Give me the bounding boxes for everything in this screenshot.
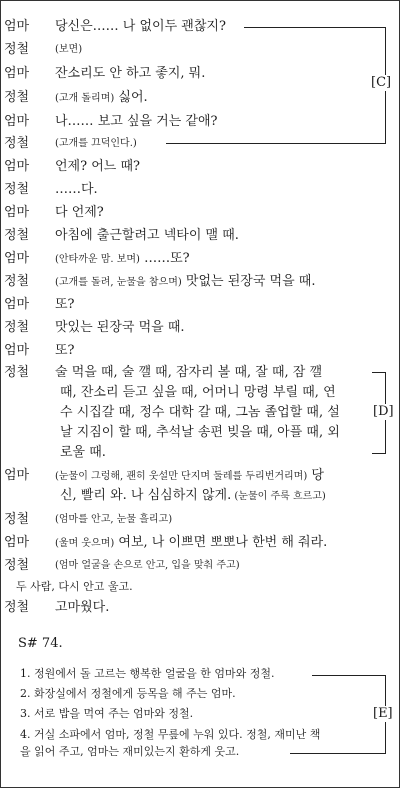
dialogue-line (0, 295, 400, 315)
stage-direction: (울며 웃으며) (55, 538, 115, 549)
line-text: 나…… 보고 싶을 거는 같애? (55, 114, 218, 129)
line-text: 술 먹을 때, 술 깰 때, 잠자리 볼 때, 잘 때, 잠 깰 (55, 365, 323, 380)
stage-direction: (엄마를 안고, 눈물 흘리고) (55, 514, 173, 525)
bracket-c-top (244, 27, 386, 28)
dialogue-line (0, 180, 400, 200)
speaker: 정철 (4, 365, 30, 380)
speaker: 엄마 (4, 535, 30, 550)
dialogue-line (0, 466, 400, 486)
speaker: 정철 (4, 90, 30, 105)
action-text: 두 사람, 다시 안고 울고. (16, 580, 133, 593)
speaker: 엄마 (4, 66, 30, 81)
scene-item: 을 읽어 주고, 엄마는 재미있는지 환하게 웃고. (20, 745, 240, 758)
line-text: 또? (55, 297, 75, 312)
line-text: 언제? 어느 때? (55, 159, 140, 174)
speaker: 엄마 (4, 19, 30, 34)
scene-heading: S# 74. (18, 636, 63, 651)
line-text: 로울 때. (60, 445, 106, 460)
dialogue-line (0, 556, 400, 576)
line-text: 날 지짐이 할 때, 추석날 송편 빚을 때, 아플 때, 외 (60, 425, 340, 440)
speaker: 엄마 (4, 159, 30, 174)
dialogue-line (0, 510, 400, 530)
line-text: 맛있는 된장국 먹을 때. (55, 320, 185, 335)
speaker: 정철 (4, 512, 30, 527)
line-text: 당 (307, 468, 324, 483)
dialogue-line (0, 112, 400, 132)
line-text: 수 시집갈 때, 정수 대학 갈 때, 그놈 졸업할 때, 설 (60, 405, 340, 420)
bracket-d-top (372, 372, 386, 373)
line-text: 때, 잔소리 듣고 싶을 때, 어머니 망령 부릴 때, 연 (60, 385, 336, 400)
speaker: 엄마 (4, 468, 30, 483)
scene-item: 4. 거실 소파에서 엄마, 정철 무릎에 누워 있다. 정철, 재미난 책 (20, 728, 321, 741)
dialogue-line (0, 203, 400, 223)
line-text: 아침에 출근할려고 넥타이 맬 때. (55, 228, 239, 243)
bracket-c-label: [C] (371, 75, 392, 90)
speaker: 정철 (4, 136, 30, 151)
line-text: ……또? (139, 251, 190, 266)
bracket-e-label: [E] (373, 706, 393, 721)
stage-direction: (고개 돌리며) (55, 93, 115, 104)
dialogue-line (0, 64, 400, 84)
speaker: 정철 (4, 42, 30, 57)
bracket-c-bottom (166, 143, 386, 144)
line-text: 신, 빨리 와. 나 심심하지 않게. (60, 488, 232, 503)
line-text: 잔소리도 안 하고 좋지, 뭐. (55, 66, 206, 81)
stage-direction: (고개를 돌려, 눈물을 참으며) (55, 277, 182, 288)
speaker: 엄마 (4, 343, 30, 358)
bracket-d-bottom (372, 453, 386, 454)
speaker: 정철 (4, 558, 30, 573)
line-text: 또? (55, 343, 75, 358)
line-text: 당신은…… 나 없이두 괜찮지? (55, 19, 226, 34)
line-text: 싫어. (114, 90, 148, 105)
dialogue-line (0, 226, 400, 246)
line-text: 맛없는 된장국 먹을 때. (181, 274, 316, 289)
dialogue-line (0, 157, 400, 177)
dialogue-line (0, 341, 400, 361)
dialogue-line (0, 363, 400, 383)
line-text: 여보, 나 이쁘면 뽀뽀나 한번 해 줘라. (114, 535, 328, 550)
dialogue-continuation (0, 403, 400, 423)
speaker: 엄마 (4, 251, 30, 266)
dialogue-line (0, 272, 400, 292)
speaker: 정철 (4, 228, 30, 243)
dialogue-line (0, 249, 400, 269)
dialogue-continuation (0, 383, 400, 403)
scene-item: 3. 서로 밥을 먹여 주는 엄마와 정철. (20, 707, 194, 720)
stage-direction: (안타까운 맘. 보며) (55, 254, 140, 265)
stage-direction: (엄마 얼굴을 손으로 안고, 입을 맞춰 주고) (55, 560, 240, 571)
action-line (0, 577, 400, 597)
dialogue-continuation (0, 423, 400, 443)
scene-item: 2. 화장실에서 정철에게 등목을 해 주는 엄마. (20, 687, 236, 700)
speaker: 정철 (4, 320, 30, 335)
dialogue-line (0, 134, 400, 154)
bracket-e-top (312, 675, 386, 676)
dialogue-line (0, 318, 400, 338)
scene-item: 1. 정원에서 돌 고르는 행복한 얼굴을 한 엄마와 정철. (20, 667, 275, 680)
speaker: 정철 (4, 274, 30, 289)
line-text: 고마웠다. (55, 600, 110, 615)
dialogue-continuation (0, 486, 400, 506)
dialogue-line (0, 88, 400, 108)
bracket-d-label: [D] (373, 404, 394, 419)
dialogue-line (0, 598, 400, 618)
speaker: 엄마 (4, 205, 30, 220)
line-text: ……다. (55, 182, 98, 197)
stage-direction: (고개를 끄덕인다.) (55, 138, 137, 149)
dialogue-continuation (0, 443, 400, 463)
stage-direction: (보면) (55, 44, 83, 55)
stage-direction: (눈물이 주룩 흐르고) (231, 491, 326, 502)
dialogue-line (0, 40, 400, 60)
dialogue-line (0, 533, 400, 553)
speaker: 정철 (4, 600, 30, 615)
speaker: 엄마 (4, 297, 30, 312)
bracket-e-bottom (290, 753, 386, 754)
stage-direction: (눈물이 그렁해, 괜히 웃설만 단지며 둘레를 두리번거리며) (55, 471, 308, 482)
line-text: 다 언제? (55, 205, 104, 220)
speaker: 정철 (4, 182, 30, 197)
speaker: 엄마 (4, 114, 30, 129)
